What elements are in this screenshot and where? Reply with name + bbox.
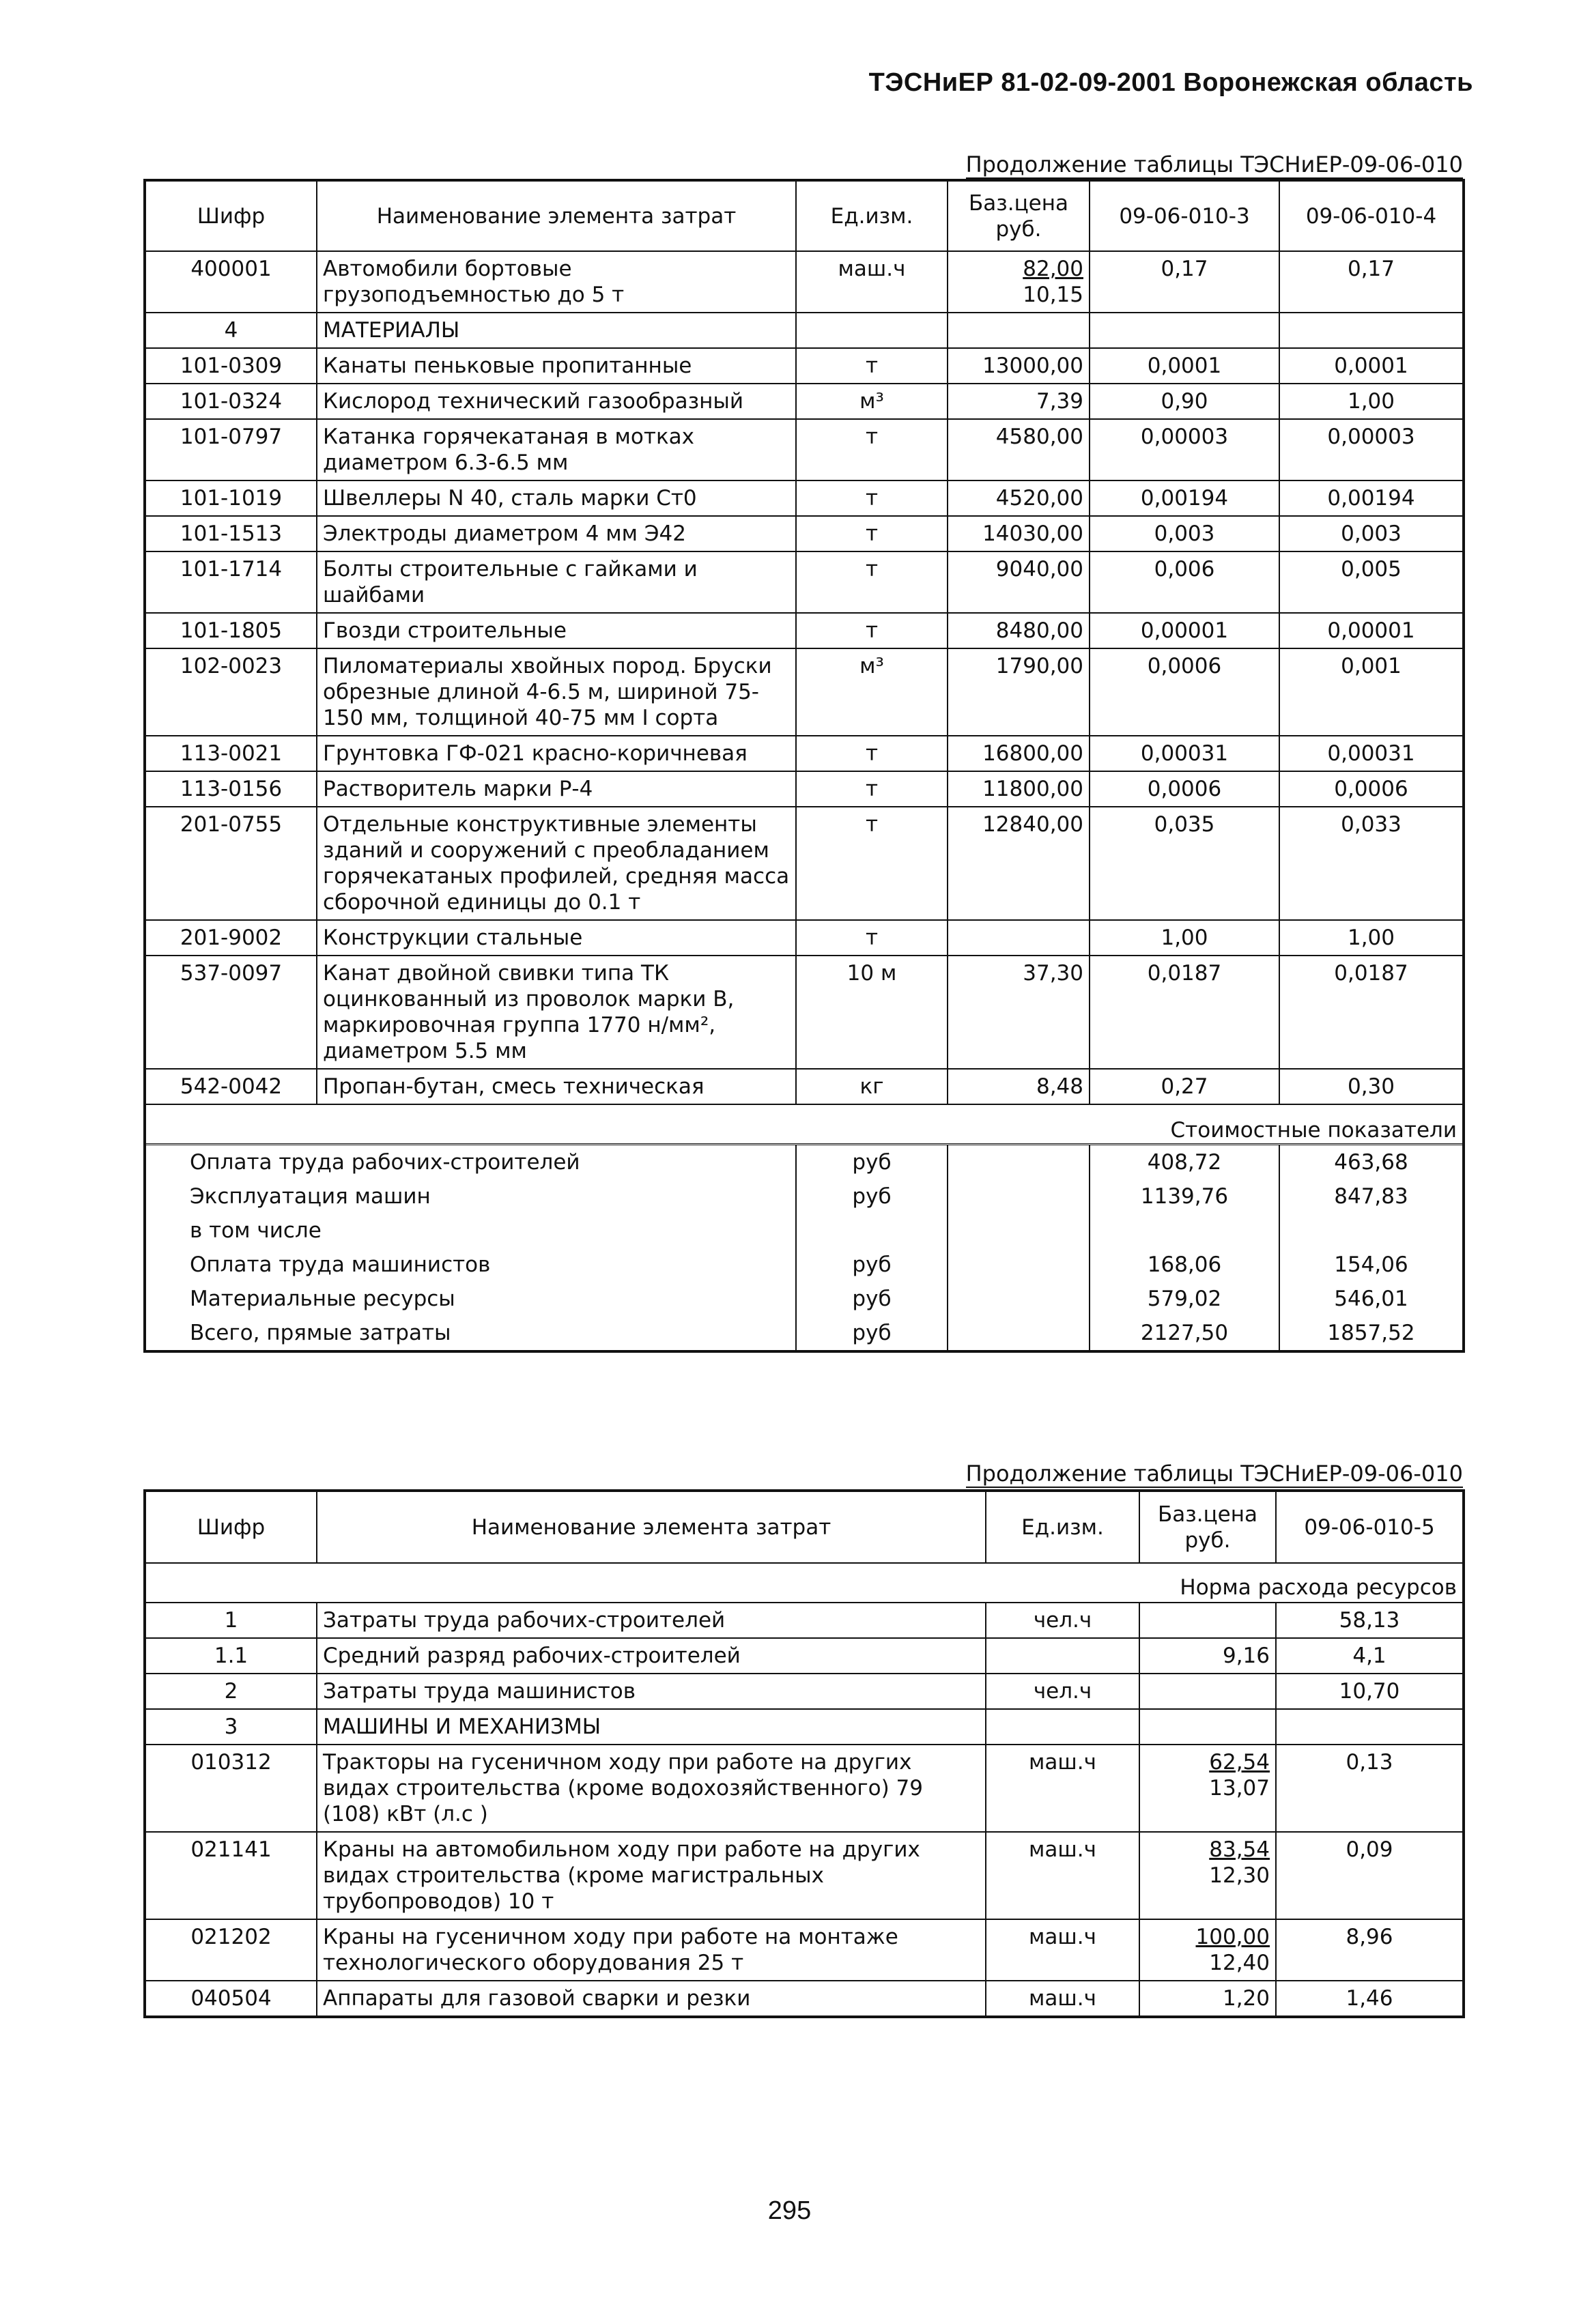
row-price-wage: 10,15	[1023, 283, 1083, 307]
row-value-col2: 0,00194	[1279, 480, 1464, 516]
row-unit: маш.ч	[986, 1919, 1139, 1981]
resource-table-1	[143, 179, 1465, 1353]
row-name: Тракторы на гусеничном ходу при работе на других видах строительства (кроме водохозяйственного) 79 (108) кВт (л.с )	[317, 1745, 986, 1832]
row-value-col1: 0,27	[1090, 1069, 1279, 1104]
row-value-col1	[1090, 313, 1279, 348]
row-unit: т	[796, 419, 948, 480]
row-code: 113-0156	[145, 771, 317, 807]
cost-label: Всего, прямые затраты	[145, 1316, 796, 1351]
cost-value-col2	[1279, 1214, 1464, 1248]
cost-unit: руб	[796, 1316, 948, 1351]
table1-caption-text: Продолжение таблицы ТЭСНиЕР-09-06-010	[965, 152, 1463, 177]
row-code: 1.1	[145, 1638, 317, 1674]
row-unit: т	[796, 771, 948, 807]
row-name: Растворитель марки Р-4	[317, 771, 796, 807]
row-price-value: 82,00	[1023, 257, 1083, 281]
table-row	[145, 419, 1464, 480]
table-row	[145, 1919, 1464, 1981]
row-name: Грунтовка ГФ-021 красно-коричневая	[317, 736, 796, 771]
row-price: 11800,00	[948, 771, 1090, 807]
row-unit: м³	[796, 648, 948, 736]
cost-value-col1: 2127,50	[1090, 1316, 1279, 1351]
row-price	[1139, 1832, 1276, 1919]
row-value-col1: 0,0187	[1090, 956, 1279, 1069]
cost-value-col1: 168,06	[1090, 1248, 1279, 1282]
row-value-col1: 0,90	[1090, 384, 1279, 419]
row-unit: чел.ч	[986, 1603, 1139, 1638]
row-value-col1: 0,00194	[1090, 480, 1279, 516]
row-value-col2: 0,003	[1279, 516, 1464, 551]
norm-title-row	[145, 1563, 1464, 1603]
table-row	[145, 1745, 1464, 1832]
cost-unit: руб	[796, 1145, 948, 1180]
row-code: 542-0042	[145, 1069, 317, 1104]
table2-header-row	[145, 1491, 1464, 1563]
cost-row	[145, 1316, 1464, 1351]
row-name: Затраты труда машинистов	[317, 1674, 986, 1709]
row-unit: т	[796, 736, 948, 771]
table-row	[145, 480, 1464, 516]
row-unit: маш.ч	[986, 1745, 1139, 1832]
row-value-col1: 1,46	[1276, 1981, 1464, 2017]
resource-table-2	[143, 1489, 1465, 2018]
cost-empty	[948, 1179, 1090, 1214]
cost-label: Оплата труда рабочих-строителей	[145, 1145, 796, 1180]
row-value-col2: 1,00	[1279, 920, 1464, 956]
row-value-col1: 8,96	[1276, 1919, 1464, 1981]
row-price	[948, 313, 1090, 348]
table-row	[145, 1832, 1464, 1919]
table-row	[145, 1981, 1464, 2017]
row-code: 4	[145, 313, 317, 348]
header-name: Наименование элемента затрат	[317, 1491, 986, 1563]
row-name: Конструкции стальные	[317, 920, 796, 956]
cost-value-col2: 154,06	[1279, 1248, 1464, 1282]
row-code: 040504	[145, 1981, 317, 2017]
row-code: 537-0097	[145, 956, 317, 1069]
row-value-col1: 0,003	[1090, 516, 1279, 551]
cost-label: Эксплуатация машин	[145, 1179, 796, 1214]
header-price: Баз.цена руб.	[1139, 1491, 1276, 1563]
row-code: 2	[145, 1674, 317, 1709]
row-name: Болты строительные с гайками и шайбами	[317, 551, 796, 613]
row-price: 13000,00	[948, 348, 1090, 384]
table-row	[145, 1069, 1464, 1104]
row-price	[1139, 1919, 1276, 1981]
cost-value-col2: 463,68	[1279, 1145, 1464, 1180]
cost-value-col1	[1090, 1214, 1279, 1248]
row-price: 8480,00	[948, 613, 1090, 648]
cost-title: Стоимостные показатели	[145, 1104, 1464, 1145]
row-price	[1139, 1709, 1276, 1745]
row-value-col1: 0,00001	[1090, 613, 1279, 648]
row-name: Краны на гусеничном ходу при работе на монтаже технологического оборудования 25 т	[317, 1919, 986, 1981]
row-value-col1: 0,17	[1090, 251, 1279, 313]
cost-label: Материальные ресурсы	[145, 1282, 796, 1316]
row-name: Швеллеры N 40, сталь марки Ст0	[317, 480, 796, 516]
row-name: МАШИНЫ И МЕХАНИЗМЫ	[317, 1709, 986, 1745]
row-price-wage: 12,40	[1209, 1951, 1270, 1975]
cost-unit: руб	[796, 1282, 948, 1316]
row-name: Автомобили бортовые грузоподъемностью до 5 т	[317, 251, 796, 313]
row-name: Канат двойной свивки типа ТК оцинкованный из проволок марки В, маркировочная группа 1770 н/мм², диаметром 5.5 мм	[317, 956, 796, 1069]
table-row	[145, 1674, 1464, 1709]
row-code: 400001	[145, 251, 317, 313]
row-value-col2: 0,0006	[1279, 771, 1464, 807]
table-row	[145, 920, 1464, 956]
row-value-col2: 0,17	[1279, 251, 1464, 313]
row-code: 102-0023	[145, 648, 317, 736]
cost-empty	[948, 1282, 1090, 1316]
row-price: 37,30	[948, 956, 1090, 1069]
row-unit: чел.ч	[986, 1674, 1139, 1709]
row-price-value: 100,00	[1195, 1925, 1270, 1949]
row-name: Аппараты для газовой сварки и резки	[317, 1981, 986, 2017]
header-name: Наименование элемента затрат	[317, 180, 796, 251]
row-value-col1	[1276, 1709, 1464, 1745]
row-price: 16800,00	[948, 736, 1090, 771]
row-code: 201-9002	[145, 920, 317, 956]
row-value-col1: 0,00031	[1090, 736, 1279, 771]
row-price	[1139, 1674, 1276, 1709]
table-row	[145, 1638, 1464, 1674]
cost-empty	[948, 1214, 1090, 1248]
row-unit: м³	[796, 384, 948, 419]
row-value-col1: 0,035	[1090, 807, 1279, 920]
table-row	[145, 956, 1464, 1069]
row-price: 4580,00	[948, 419, 1090, 480]
row-price: 7,39	[948, 384, 1090, 419]
row-price-value: 83,54	[1209, 1837, 1270, 1862]
row-value-col2: 0,00001	[1279, 613, 1464, 648]
row-name: Катанка горячекатаная в мотках диаметром 6.3-6.5 мм	[317, 419, 796, 480]
row-value-col2: 0,00031	[1279, 736, 1464, 771]
header-col1: 09-06-010-3	[1090, 180, 1279, 251]
section-row	[145, 1709, 1464, 1745]
row-unit: т	[796, 480, 948, 516]
row-value-col2	[1279, 313, 1464, 348]
table-row	[145, 516, 1464, 551]
row-value-col1: 4,1	[1276, 1638, 1464, 1674]
row-value-col1: 0,13	[1276, 1745, 1464, 1832]
table-row	[145, 648, 1464, 736]
row-code: 113-0021	[145, 736, 317, 771]
row-name: Кислород технический газообразный	[317, 384, 796, 419]
row-name: Пиломатериалы хвойных пород. Бруски обрезные длиной 4-6.5 м, шириной 75-150 мм, толщиной 40-75 мм I сорта	[317, 648, 796, 736]
row-value-col1: 0,0001	[1090, 348, 1279, 384]
row-code: 101-0797	[145, 419, 317, 480]
table1-caption	[966, 152, 1463, 179]
header-code: Шифр	[145, 1491, 317, 1563]
row-unit: т	[796, 807, 948, 920]
row-name: Затраты труда рабочих-строителей	[317, 1603, 986, 1638]
row-code: 101-0309	[145, 348, 317, 384]
section-row	[145, 313, 1464, 348]
row-unit: маш.ч	[986, 1832, 1139, 1919]
row-value-col1: 58,13	[1276, 1603, 1464, 1638]
table1-header-row	[145, 180, 1464, 251]
row-name: Канаты пеньковые пропитанные	[317, 348, 796, 384]
row-name: Гвозди строительные	[317, 613, 796, 648]
table1-body	[145, 251, 1464, 1351]
cost-title-row	[145, 1104, 1464, 1145]
row-price	[1139, 1745, 1276, 1832]
row-value-col2: 0,033	[1279, 807, 1464, 920]
row-code: 1	[145, 1603, 317, 1638]
table2-caption	[966, 1461, 1463, 1488]
cost-label: в том числе	[145, 1214, 796, 1248]
row-value-col1: 0,00003	[1090, 419, 1279, 480]
row-name: Средний разряд рабочих-строителей	[317, 1638, 986, 1674]
table-row	[145, 807, 1464, 920]
table-row	[145, 613, 1464, 648]
table-row	[145, 551, 1464, 613]
row-price: 12840,00	[948, 807, 1090, 920]
row-price: 8,48	[948, 1069, 1090, 1104]
row-price: 1790,00	[948, 648, 1090, 736]
row-value-col2: 0,001	[1279, 648, 1464, 736]
row-price-value: 62,54	[1209, 1750, 1270, 1775]
row-price: 9,16	[1139, 1638, 1276, 1674]
row-value-col1: 0,0006	[1090, 771, 1279, 807]
row-name: Электроды диаметром 4 мм Э42	[317, 516, 796, 551]
document-header: ТЭСНиЕР 81-02-09-2001 Воронежская область	[868, 68, 1473, 97]
header-code: Шифр	[145, 180, 317, 251]
row-price-wage: 12,30	[1209, 1863, 1270, 1888]
header-unit: Ед.изм.	[796, 180, 948, 251]
row-code: 101-1019	[145, 480, 317, 516]
row-value-col1: 0,006	[1090, 551, 1279, 613]
row-name: Отдельные конструктивные элементы зданий и сооружений с преобладанием горячекатаных профилей, средняя масса сборочной единицы до 0.1 т	[317, 807, 796, 920]
row-unit: маш.ч	[986, 1981, 1139, 2017]
row-code: 3	[145, 1709, 317, 1745]
table2-caption-text: Продолжение таблицы ТЭСНиЕР-09-06-010	[965, 1461, 1463, 1487]
table-row	[145, 384, 1464, 419]
row-value-col2: 0,0187	[1279, 956, 1464, 1069]
cost-unit: руб	[796, 1248, 948, 1282]
row-code: 101-0324	[145, 384, 317, 419]
row-unit: маш.ч	[796, 251, 948, 313]
row-unit	[796, 313, 948, 348]
row-value-col1: 0,0006	[1090, 648, 1279, 736]
row-value-col2: 0,0001	[1279, 348, 1464, 384]
row-price	[948, 920, 1090, 956]
row-name: Краны на автомобильном ходу при работе на других видах строительства (кроме магистральных трубопроводов) 10 т	[317, 1832, 986, 1919]
cost-empty	[948, 1248, 1090, 1282]
cost-row	[145, 1214, 1464, 1248]
row-price	[1139, 1603, 1276, 1638]
row-value-col2: 0,00003	[1279, 419, 1464, 480]
table-row	[145, 736, 1464, 771]
row-name: Пропан-бутан, смесь техническая	[317, 1069, 796, 1104]
row-value-col1: 10,70	[1276, 1674, 1464, 1709]
cost-empty	[948, 1316, 1090, 1351]
cost-value-col2: 1857,52	[1279, 1316, 1464, 1351]
row-code: 021141	[145, 1832, 317, 1919]
header-col1: 09-06-010-5	[1276, 1491, 1464, 1563]
row-value-col1: 1,00	[1090, 920, 1279, 956]
row-price: 4520,00	[948, 480, 1090, 516]
cost-value-col2: 546,01	[1279, 1282, 1464, 1316]
table-row	[145, 1603, 1464, 1638]
table-row	[145, 771, 1464, 807]
cost-empty	[948, 1145, 1090, 1180]
row-code: 021202	[145, 1919, 317, 1981]
row-unit: т	[796, 516, 948, 551]
cost-row	[145, 1248, 1464, 1282]
row-name: МАТЕРИАЛЫ	[317, 313, 796, 348]
header-col2: 09-06-010-4	[1279, 180, 1464, 251]
cost-value-col1: 408,72	[1090, 1145, 1279, 1180]
cost-unit: руб	[796, 1179, 948, 1214]
table-row	[145, 348, 1464, 384]
row-price: 9040,00	[948, 551, 1090, 613]
row-code: 101-1805	[145, 613, 317, 648]
table-row	[145, 251, 1464, 313]
table2-body	[145, 1563, 1464, 2017]
row-unit	[986, 1638, 1139, 1674]
cost-row	[145, 1145, 1464, 1180]
row-unit: т	[796, 920, 948, 956]
row-price	[948, 251, 1090, 313]
row-unit: т	[796, 551, 948, 613]
cost-value-col1: 579,02	[1090, 1282, 1279, 1316]
row-unit: т	[796, 613, 948, 648]
cost-value-col1: 1139,76	[1090, 1179, 1279, 1214]
row-price: 1,20	[1139, 1981, 1276, 2017]
cost-unit	[796, 1214, 948, 1248]
row-code: 201-0755	[145, 807, 317, 920]
row-code: 101-1513	[145, 516, 317, 551]
cost-row	[145, 1179, 1464, 1214]
row-unit: кг	[796, 1069, 948, 1104]
row-value-col2: 0,005	[1279, 551, 1464, 613]
cost-label: Оплата труда машинистов	[145, 1248, 796, 1282]
row-price-wage: 13,07	[1209, 1776, 1270, 1801]
row-value-col2: 0,30	[1279, 1069, 1464, 1104]
page-number: 295	[767, 2196, 812, 2225]
header-price: Баз.цена руб.	[948, 180, 1090, 251]
row-unit: т	[796, 348, 948, 384]
row-value-col2: 1,00	[1279, 384, 1464, 419]
row-price: 14030,00	[948, 516, 1090, 551]
cost-row	[145, 1282, 1464, 1316]
cost-value-col2: 847,83	[1279, 1179, 1464, 1214]
row-code: 101-1714	[145, 551, 317, 613]
header-unit: Ед.изм.	[986, 1491, 1139, 1563]
row-code: 010312	[145, 1745, 317, 1832]
norm-title: Норма расхода ресурсов	[145, 1563, 1464, 1603]
row-unit: 10 м	[796, 956, 948, 1069]
row-unit	[986, 1709, 1139, 1745]
row-value-col1: 0,09	[1276, 1832, 1464, 1919]
